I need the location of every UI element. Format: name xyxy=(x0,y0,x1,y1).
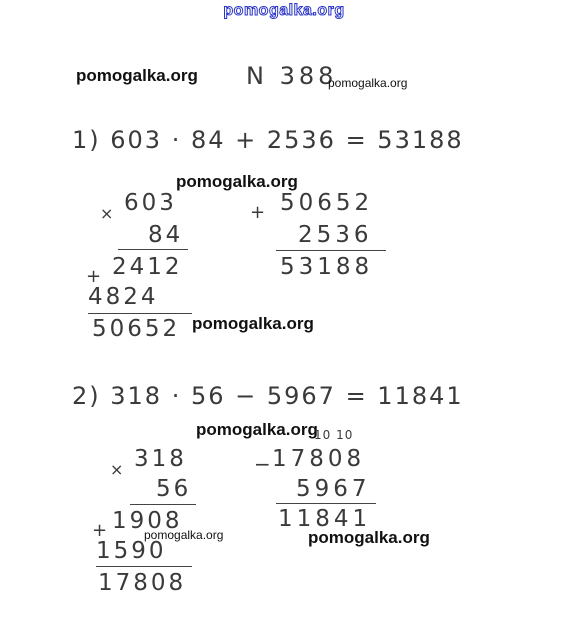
problem-number: N 388 xyxy=(246,62,338,90)
part2-mult-sign: × xyxy=(110,460,127,479)
part1-add-sign: + xyxy=(250,202,269,223)
part2-mult-plus: + xyxy=(92,520,111,541)
part2-partial2: 1590 xyxy=(96,538,167,564)
part2-partial1: 1908 xyxy=(112,508,183,534)
part1-addend1: 50652 xyxy=(280,190,374,216)
part1-mult-sign: × xyxy=(100,204,117,223)
part1-product: 50652 xyxy=(92,316,181,342)
part2-difference: 11841 xyxy=(278,506,372,532)
watermark-low-right: pomogalka.org xyxy=(308,528,430,547)
part2-borrow-marks: 10 10 xyxy=(314,428,354,442)
part2-equation: 2) 318 · 56 − 5967 = 11841 xyxy=(72,382,464,410)
part1-partial2: 4824 xyxy=(88,284,159,310)
part1-sum: 53188 xyxy=(280,254,374,280)
part1-partial1: 2412 xyxy=(112,254,183,280)
watermark-top: pomogalka.org xyxy=(223,2,345,19)
part2-product-line xyxy=(96,566,192,567)
watermark-low-small: pomogalka.org xyxy=(144,528,224,542)
part1-equation: 1) 603 · 84 + 2536 = 53188 xyxy=(72,126,464,154)
part1-multiplier: 84 xyxy=(148,222,184,248)
part1-add-line xyxy=(276,250,386,251)
part1-mult-plus: + xyxy=(86,266,105,287)
watermark-mid2: pomogalka.org xyxy=(192,314,314,333)
part2-subtrahend: 5967 xyxy=(296,476,371,502)
part2-product: 17808 xyxy=(98,570,187,596)
watermark-mid1: pomogalka.org xyxy=(176,172,298,191)
part2-minuend: 17808 xyxy=(272,446,366,472)
part1-product-line xyxy=(88,313,192,314)
watermark-mid3: pomogalka.org xyxy=(196,420,318,439)
part1-multiplicand: 603 xyxy=(124,190,177,216)
watermark-header-left: pomogalka.org xyxy=(76,66,198,85)
part2-sub-line xyxy=(276,503,376,504)
part2-multiplicand: 318 xyxy=(134,446,187,472)
part2-sub-sign: − xyxy=(254,452,274,476)
part1-addend2: 2536 xyxy=(298,222,373,248)
part2-multiplier: 56 xyxy=(156,476,192,502)
part2-mult-line xyxy=(130,504,196,505)
part1-mult-line xyxy=(118,249,188,250)
watermark-header-small: pomogalka.org xyxy=(328,76,408,90)
